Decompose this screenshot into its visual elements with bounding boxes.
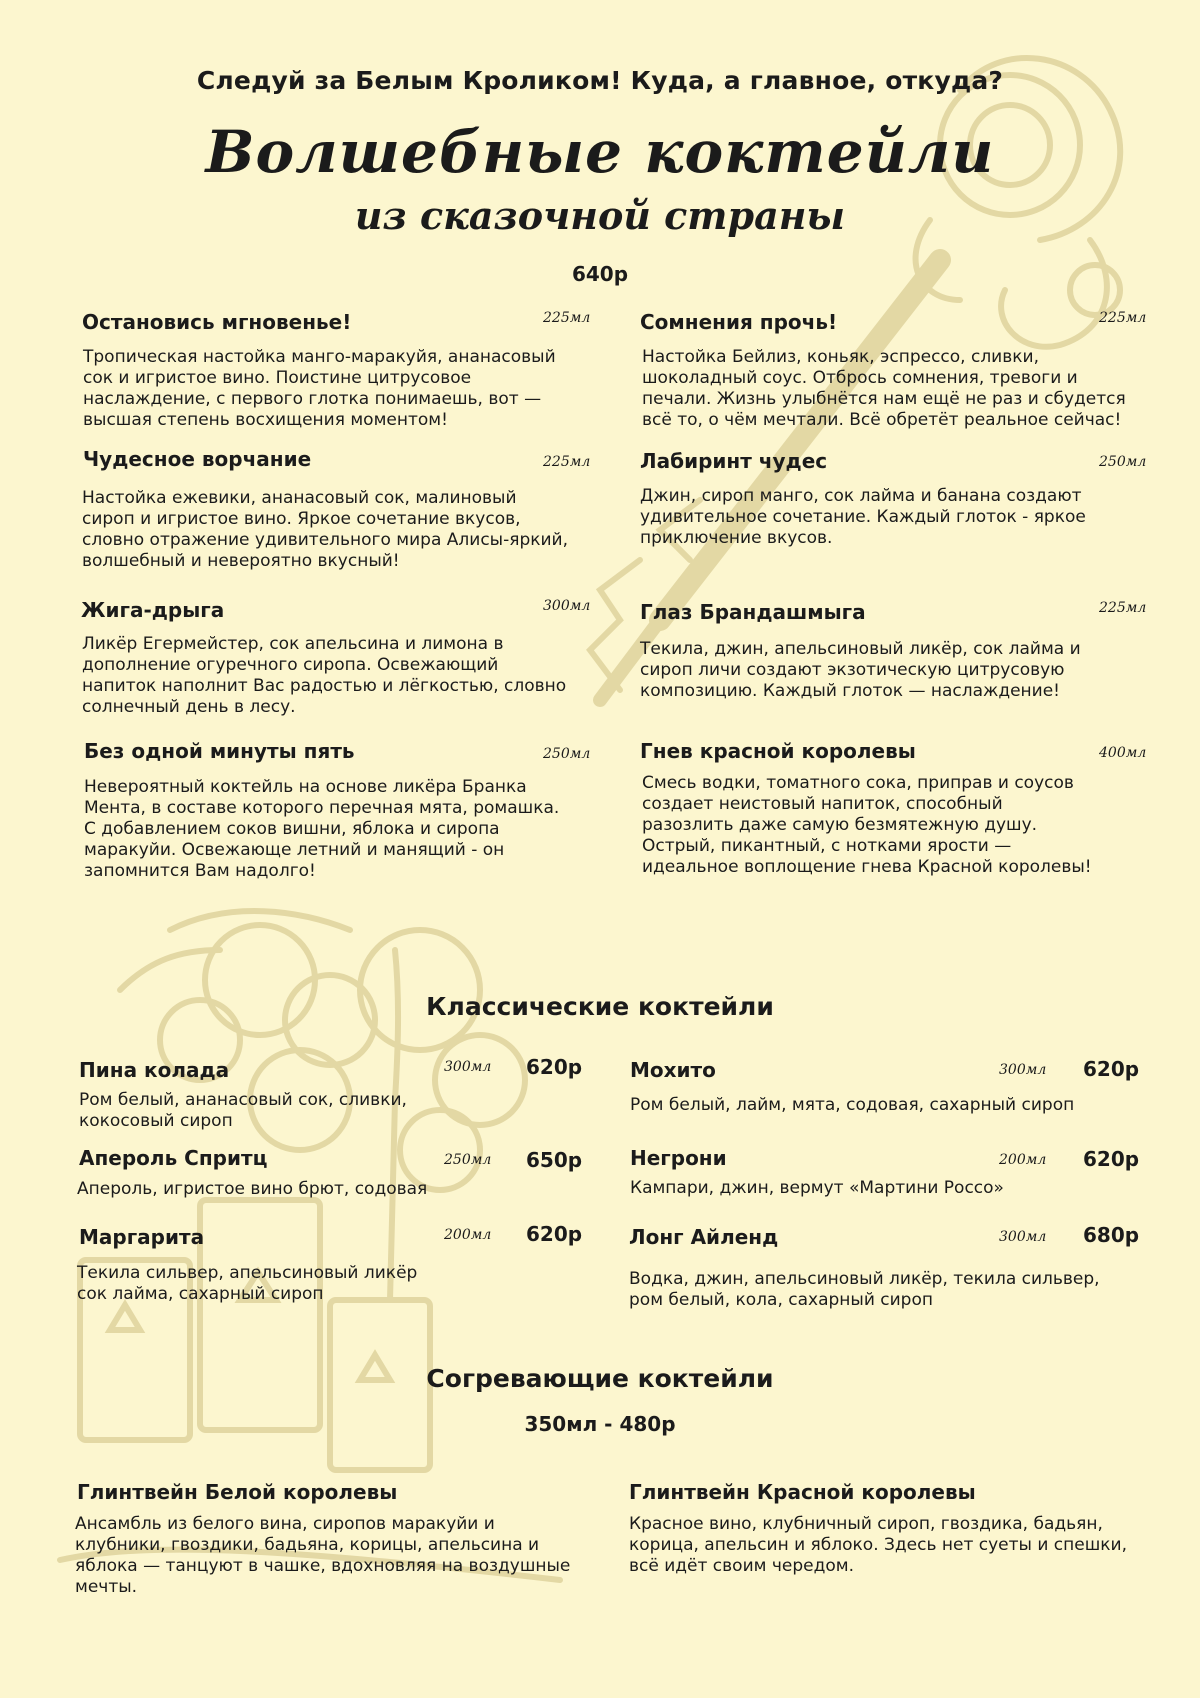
- cocktail-volume: 250мл: [444, 1152, 492, 1168]
- cocktail-name: Маргарита: [79, 1225, 205, 1249]
- cocktail-description: Ликёр Егермейстер, сок апельсина и лимона в дополнение огуречного сиропа. Освежающий напиток наполнит Вас радостью и лёгкостью, словно солнечный день в лесу.: [82, 634, 567, 717]
- page-title: Волшебные коктейли: [205, 118, 995, 186]
- cocktail-volume: 300мл: [999, 1229, 1047, 1245]
- cocktail-price: 680р: [1083, 1223, 1140, 1247]
- cocktail-description: Тропическая настойка манго-маракуйя, ананасовый сок и игристое вино. Поистине цитрусовое наслаждение, с первого глотка понимаешь, вот — высшая степень восхищения моментом!: [83, 347, 556, 430]
- cocktail-description: Настойка ежевики, ананасовый сок, малиновый сироп и игристое вино. Яркое сочетание вкусов, словно отражение удивительного мира Алисы-яркий, волшебный и невероятно вкусный!: [82, 488, 569, 571]
- cocktail-volume: 225мл: [543, 310, 591, 326]
- cocktail-description: Апероль, игристое вино брют, содовая: [77, 1179, 428, 1199]
- cocktail-description: Красное вино, клубничный сироп, гвоздика, бадьян, корица, апельсин и яблоко. Здесь нет суеты и спешки, всё идёт своим чередом.: [629, 1514, 1128, 1576]
- cocktail-name: Лонг Айленд: [629, 1225, 779, 1249]
- cocktail-description: Текила, джин, апельсиновый ликёр, сок лайма и сироп личи создают экзотическую цитрусовую композицию. Каждый глоток — наслаждение!: [640, 639, 1081, 701]
- cocktail-name: Сомнения прочь!: [640, 310, 838, 334]
- page-subtitle: из сказочной страны: [354, 193, 846, 238]
- cocktail-name: Глинтвейн Белой королевы: [77, 1480, 398, 1504]
- cocktail-volume: 200мл: [999, 1152, 1047, 1168]
- cocktail-name: Без одной минуты пять: [84, 739, 355, 763]
- cocktail-volume: 250мл: [1099, 454, 1147, 470]
- cocktail-description: Кампари, джин, вермут «Мартини Россо»: [630, 1178, 1004, 1198]
- cocktail-description: Водка, джин, апельсиновый ликёр, текила сильвер, ром белый, кола, сахарный сироп: [629, 1269, 1100, 1310]
- cocktail-name: Лабиринт чудес: [640, 449, 828, 473]
- magic-section-price: 640р: [571, 262, 629, 286]
- warming-section-title: Согревающие коктейли: [426, 1364, 774, 1393]
- cocktail-volume: 200мл: [444, 1227, 492, 1243]
- cocktail-name: Глинтвейн Красной королевы: [629, 1480, 976, 1504]
- cocktail-volume: 300мл: [543, 598, 591, 614]
- warming-section-price: 350мл - 480р: [524, 1412, 676, 1436]
- cocktail-name: Остановись мгновенье!: [82, 310, 352, 334]
- cocktail-description: Ансамбль из белого вина, сиропов маракуйи и клубники, гвоздики, бадьяна, корицы, апельсина и яблока — танцуют в чашке, вдохновляя на воздушные мечты.: [75, 1514, 571, 1597]
- cocktail-description: Ром белый, ананасовый сок, сливки, кокосовый сироп: [79, 1090, 407, 1131]
- cocktail-name: Глаз Брандашмыга: [640, 600, 866, 624]
- cocktail-price: 620р: [526, 1055, 583, 1079]
- cocktail-name: Гнев красной королевы: [640, 739, 916, 763]
- cocktail-volume: 300мл: [999, 1062, 1047, 1078]
- cocktail-name: Пина колада: [79, 1058, 230, 1082]
- cocktail-price: 650р: [526, 1148, 583, 1172]
- cocktail-description: Невероятный коктейль на основе ликёра Бранка Мента, в составе которого перечная мята, ромашка. С добавлением соков вишни, яблока и сиропа маракуйи. Освежающе летний и манящий - он запомнится Вам надолго!: [84, 777, 560, 881]
- cocktail-volume: 250мл: [543, 746, 591, 762]
- tagline: Следуй за Белым Кроликом! Куда, а главное, откуда?: [196, 66, 1004, 95]
- cocktail-name: Негрони: [630, 1146, 727, 1170]
- cocktail-volume: 300мл: [444, 1059, 492, 1075]
- cocktail-description: Настойка Бейлиз, коньяк, эспрессо, сливки, шоколадный соус. Отбрось сомнения, тревоги и печали. Жизнь улыбнётся нам ещё не раз и сбудется всё то, о чём мечтали. Всё обретёт реальное сейчас!: [642, 347, 1126, 430]
- cocktail-volume: 400мл: [1099, 745, 1147, 761]
- classic-section-title: Классические коктейли: [426, 992, 774, 1021]
- cocktail-description: Текила сильвер, апельсиновый ликёр сок лайма, сахарный сироп: [77, 1263, 418, 1304]
- cocktail-name: Апероль Спритц: [79, 1146, 268, 1170]
- cocktail-name: Чудесное ворчание: [83, 447, 312, 471]
- cocktail-volume: 225мл: [1099, 600, 1147, 616]
- cocktail-price: 620р: [526, 1222, 583, 1246]
- cocktail-price: 620р: [1083, 1057, 1140, 1081]
- cocktail-name: Жига-дрыга: [81, 598, 225, 622]
- cocktail-price: 620р: [1083, 1147, 1140, 1171]
- cocktail-description: Смесь водки, томатного сока, приправ и соусов создает неистовый напиток, способный разозлить даже самую безмятежную душу. Острый, пикантный, с нотками ярости — идеальное воплощение гнева Красной королевы!: [642, 773, 1092, 877]
- cocktail-name: Мохито: [630, 1058, 716, 1082]
- cocktail-volume: 225мл: [1099, 310, 1147, 326]
- cocktail-description: Джин, сироп манго, сок лайма и банана создают удивительное сочетание. Каждый глоток - яркое приключение вкусов.: [640, 486, 1086, 548]
- cocktail-volume: 225мл: [543, 454, 591, 470]
- cocktail-description: Ром белый, лайм, мята, содовая, сахарный сироп: [630, 1095, 1075, 1115]
